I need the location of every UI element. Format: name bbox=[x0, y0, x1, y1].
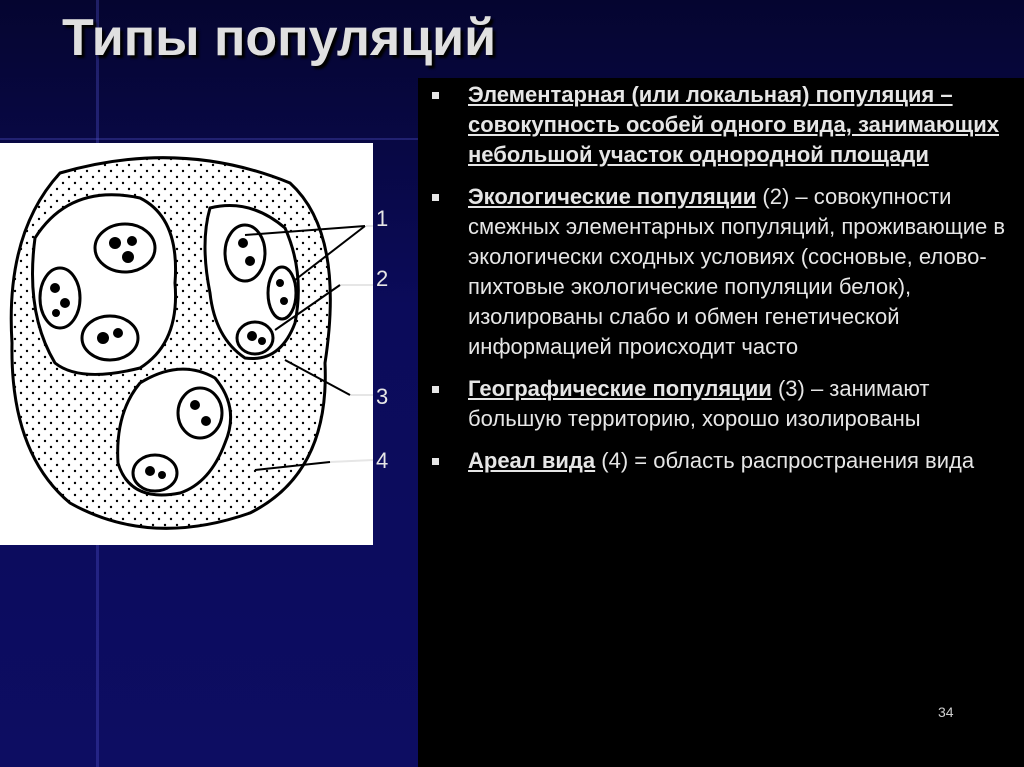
term-elementary: Элементарная (или локальная) популяция – совокупность особей одного вида, занимающих небольшой участок однородной площади bbox=[468, 82, 1000, 167]
list-item-ecological bbox=[428, 182, 1018, 362]
term-range: Ареал вида bbox=[468, 448, 596, 473]
bullet-icon bbox=[432, 194, 439, 201]
callout-label-1: 1 bbox=[376, 206, 389, 231]
bullet-icon bbox=[432, 458, 439, 465]
term-ecological: Экологические популяции bbox=[468, 184, 757, 209]
term-geographic: Географические популяции bbox=[468, 376, 772, 401]
list-item-range bbox=[428, 446, 1018, 476]
list-item-elementary bbox=[428, 80, 1018, 170]
bullet-list bbox=[428, 80, 1018, 488]
callout-label-2: 2 bbox=[376, 266, 389, 291]
description-geographic: (3) – занимают большую территорию, хорошо изолированы bbox=[468, 376, 930, 431]
bullet-icon bbox=[432, 386, 439, 393]
callout-label-3: 3 bbox=[376, 384, 389, 409]
description-range: (4) = область распространения вида bbox=[595, 448, 975, 473]
callout-label-4: 4 bbox=[376, 448, 389, 473]
list-item-geographic bbox=[428, 374, 1018, 434]
bullet-icon bbox=[432, 92, 439, 99]
callout-lines bbox=[0, 0, 420, 767]
slide-title: Типы популяций bbox=[62, 9, 497, 67]
description-ecological: (2) – совокупности смежных элементарных популяций, проживающие в экологически сходных условиях (сосновые, елово-пихтовые экологические популяции белок), изолированы слабо и обмен генетической информацией происходит часто bbox=[468, 184, 1006, 359]
page-number: 34 bbox=[938, 704, 954, 720]
